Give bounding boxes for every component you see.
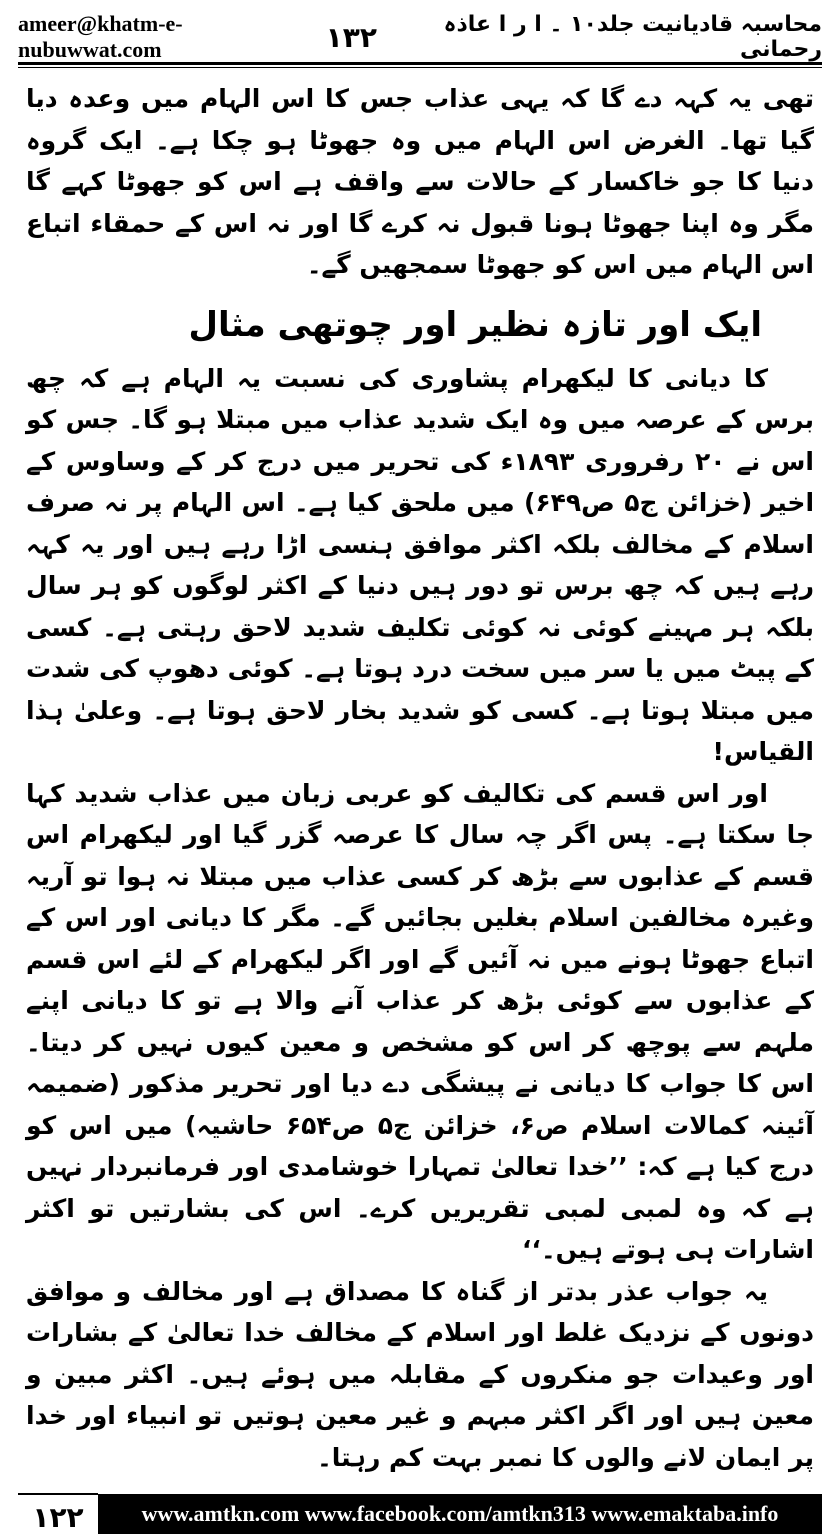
header-rule-thin (18, 67, 822, 68)
header-email: ameer@khatm-e-nubuwwat.com (18, 11, 183, 62)
header-rule (18, 62, 822, 65)
header-left (18, 11, 377, 63)
page-footer (18, 1482, 822, 1534)
page-header (18, 11, 822, 62)
paragraph-4: یہ جواب عذر بدتر از گناہ کا مصداق ہے اور مخالف و موافق دونوں کے نزدیک غلط اور اسلام کے مخالف خدا تعالیٰ کے بشارات اور وعیدات جو منکروں کے مقابلہ میں ہوئے ہیں۔ اکثر مبین و معین ہیں اور اگر اکثر مبہم و غیر معین ہوتیں تو انبیاء اور خدا پر ایمان لانے والوں کا نمبر بہت کم رہتا۔ (26, 1276, 814, 1472)
header-book-title: محاسبہ قادیانیت جلد۱۰ ۔ ا ر ا عاذہ رحمانی (443, 12, 822, 62)
page-body (26, 78, 815, 1472)
paragraph-3: اور اس قسم کی تکالیف کو عربی زبان میں عذاب شدید کہا جا سکتا ہے۔ پس اگر چہ سال کا عرصہ گزر گیا اور لیکھرام اس قسم کے عذابوں سے بڑھ کر کسی عذاب میں مبتلا نہ ہوا تو آریہ وغیرہ مخالفین اسلام بغلیں بجائیں گے۔ مگر کا دیانی اور اس کے اتباع جھوٹا ہونے میں نہ آئیں گے اور اگر لیکھرام کے لئے اس قسم کے عذابوں سے کوئی بڑھ کر عذاب آنے والا ہے تو کا دیانی اپنے ملہم سے پوچھ کر اس کو مشخص و معین کیوں نہیں کر دیتا۔ اس کا جواب کا دیانی نے پیشگی دے دیا اور تحریر مذکور (ضمیمہ آئینہ کمالات اسلام ص۶، خزائن ج۵ ص۶۵۴ حاشیہ) میں اس کو درج کیا ہے کہ: ’’خدا تعالیٰ تمہارا خوشامدی اور فرمانبردار نہیں ہے کہ وہ لمبی لمبی تقریریں کرے۔ اس کی بشارتیں تو اکثر اشارات ہی ہوتے ہیں۔‘‘ (26, 778, 814, 1264)
header-page-number: ۱۳۲ (325, 20, 377, 54)
paragraph-1: تھی یہ کہہ دے گا کہ یہی عذاب جس کا اس الہام میں وعدہ دیا گیا تھا۔ الغرض اس الہام میں وہ جھوٹا ہو چکا ہے۔ ایک گروہ دنیا کا جو خاکسار کے حالات سے واقف ہے اس کو جھوٹا کہے گا مگر وہ اپنا جھوٹا ہونا قبول نہ کرے گا اور نہ اس کے حمقاء اتباع اس الہام میں اس کو جھوٹا سمجھیں گے۔ (26, 84, 814, 279)
section-heading: ایک اور تازہ نظیر اور چوتھی مثال (188, 304, 762, 345)
footer-page-number: ۱۲۲ (18, 1493, 98, 1534)
footer-websites: www.amtkn.com www.facebook.com/amtkn313 www.emaktaba.info (98, 1494, 822, 1534)
paragraph-2: کا دیانی کا لیکھرام پشاوری کی نسبت یہ الہام ہے کہ چھ برس کے عرصہ میں وہ ایک شدید عذاب میں مبتلا ہو گا۔ جس کو اس نے ۲۰ رفروری ۱۸۹۳ء کی تحریر میں درج کر کے وساوس کے اخیر (خزائن ج۵ ص۶۴۹) میں ملحق کیا ہے۔ اس الہام پر نہ صرف اسلام کے مخالف بلکہ اکثر موافق ہنسی اڑا رہے ہیں اور یہ کہہ رہے ہیں کہ چھ برس تو دور ہیں دنیا کے اکثر لوگوں کو ہر سال بلکہ ہر مہینے کوئی نہ کوئی تکلیف شدید لاحق رہتی ہے۔ کسی کے پیٹ میں یا سر میں سخت درد ہوتا ہے۔ کوئی دھوپ کی شدت میں مبتلا ہوتا ہے۔ کسی کو شدید بخار لاحق ہوتا ہے۔ وعلیٰ ہذا القیاس! (26, 363, 815, 766)
